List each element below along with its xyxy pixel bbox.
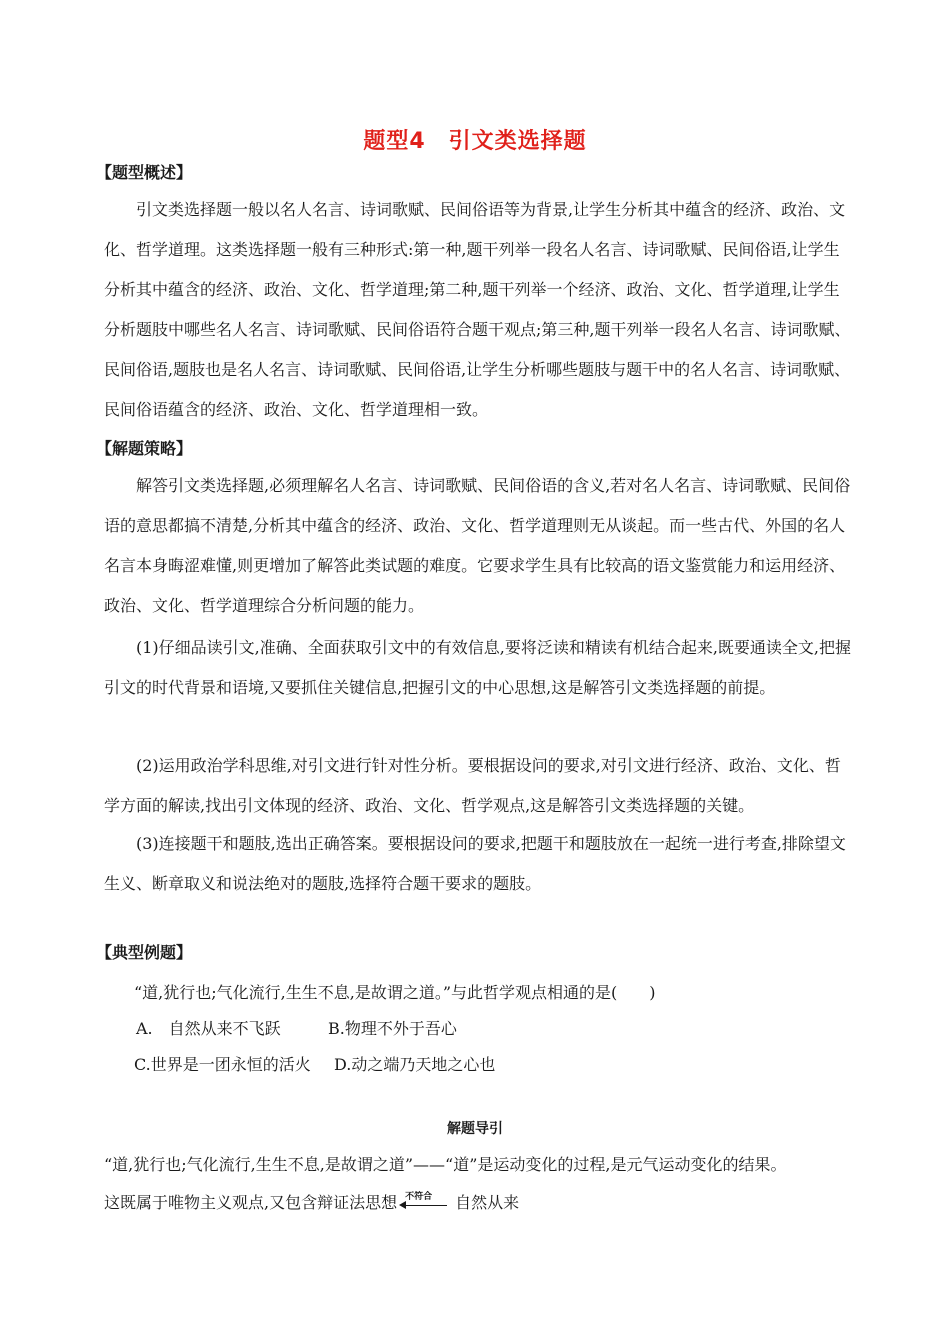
strategy-step-3: (3)连接题干和题肢,选出正确答案。要根据设问的要求,把题干和题肢放在一起统一进行考查,排除望文生义、断章取义和说法绝对的题肢,选择符合题干要求的题肢。 <box>104 834 846 893</box>
guide-line-2-prefix: 这既属于唯物主义观点,又包含辩证法思想 <box>104 1193 398 1212</box>
page-title: 题型4 引文类选择题 <box>363 129 587 154</box>
guide-heading: 解题导引 <box>447 1121 503 1137</box>
guide-line-2-suffix: 自然从来 <box>455 1193 520 1212</box>
example-question: “道,犹行也;气化流行,生生不息,是故谓之道。”与此哲学观点相通的是( ) <box>134 983 656 1002</box>
overview-paragraph: 引文类选择题一般以名人名言、诗词歌赋、民间俗语等为背景,让学生分析其中蕴含的经济、政治、文化、哲学道理。这类选择题一般有三种形式:第一种,题干列举一段名人名言、诗词歌赋、民间俗语,让学生分析其中蕴含的经济、政治、文化、哲学道理;第二种,题干列举一个经济、政治、文化、哲学道理,让学生分析题肢中哪些名人名言、诗词歌赋、民间俗语符合题干观点;第三种,题干列举一段名人名言、诗词歌赋、民间俗语,题肢也是名人名言、诗词歌赋、民间俗语,让学生分析哪些题肢与题干中的名人名言、诗词歌赋、民间俗语蕴含的经济、政治、文化、哲学道理相一致。 <box>104 200 851 419</box>
option-a: A. 自然从来不飞跃 <box>136 1019 281 1038</box>
strategy-intro: 解答引文类选择题,必须理解名人名言、诗词歌赋、民间俗语的含义,若对名人名言、诗词歌赋、民间俗语的意思都搞不清楚,分析其中蕴含的经济、政治、文化、哲学道理则无从谈起。而一些古代、外国的名人名言本身晦涩难懂,则更增加了解答此类试题的难度。它要求学生具有比较高的语文鉴赏能力和运用经济、政治、文化、哲学道理综合分析问题的能力。 <box>104 476 851 615</box>
option-c: C.世界是一团永恒的活火 <box>134 1055 311 1074</box>
guide-line-2 <box>104 1190 519 1213</box>
arrow-label: 不符合 <box>405 1191 433 1202</box>
guide-line-1: “道,犹行也;气化流行,生生不息,是故谓之道”——“道”是运动变化的过程,是元气运动变化的结果。 <box>104 1155 787 1174</box>
strategy-heading: 【 解题策略 】 <box>104 436 192 459</box>
option-b: B.物理不外于吾心 <box>328 1019 457 1038</box>
strategy-step-2: (2)运用政治学科思维,对引文进行针对性分析。要根据设问的要求,对引文进行经济、政治、文化、哲学方面的解读,找出引文体现的经济、政治、文化、哲学观点,这是解答引文类选择题的关键。 <box>104 756 841 815</box>
example-heading: 【 典型例题 】 <box>104 940 192 963</box>
overview-heading: 【 题型概述 】 <box>104 160 192 183</box>
option-d: D.动之端乃天地之心也 <box>334 1055 496 1074</box>
strategy-step-1: (1)仔细品读引文,准确、全面获取引文中的有效信息,要将泛读和精读有机结合起来,既要通读全文,把握引文的时代背景和语境,又要抓住关键信息,把握引文的中心思想,这是解答引文类选择题的前提。 <box>104 638 852 697</box>
left-arrow-icon <box>401 1191 451 1213</box>
